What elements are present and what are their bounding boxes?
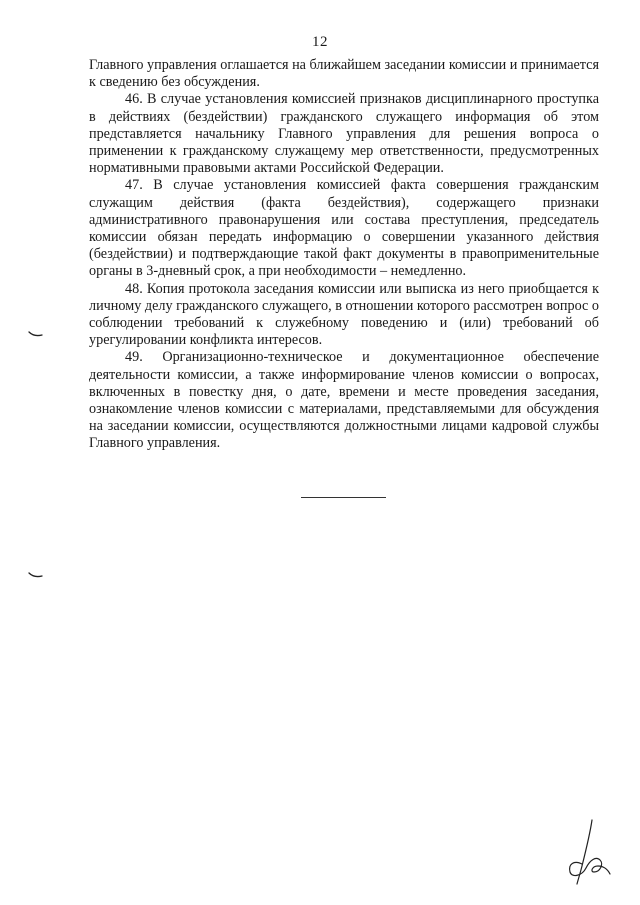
handwritten-signature-icon xyxy=(562,816,614,888)
paragraph-item-49: 49. Организационно-техническое и документационное обеспечение деятельности комиссии, а также информирование членов комиссии о вопросах, включенных в повестку дня, о дате, времени и месте проведения заседания, ознакомление членов комиссии с материалами, представляемыми для обсуждения на заседании комиссии, осуществляются должностными лицами кадровой службы Главного управления. xyxy=(89,349,599,452)
paragraph-item-48: 48. Копия протокола заседания комиссии или выписка из него приобщается к личному делу гражданского служащего, в отношении которого рассмотрен вопрос о соблюдении требований к служебному поведению и (или) требований об урегулировании конфликта интересов. xyxy=(89,280,599,349)
page-number: 12 xyxy=(312,34,328,50)
document-body xyxy=(89,57,599,453)
paragraph-item-47: 47. В случае установления комиссией факта совершения гражданским служащим действия (факта бездействия), содержащего признаки административного правонарушения или состава преступления, председатель комиссии обязан передать информацию о совершении указанного действия (бездействии) и подтверждающие такой факт документы в правоприменительные органы в 3-дневный срок, а при необходимости – немедленно. xyxy=(89,177,599,280)
paragraph-continuation: Главного управления оглашается на ближайшем заседании комиссии и принимается к сведению без обсуждения. xyxy=(89,57,599,91)
end-of-document-rule xyxy=(301,497,386,498)
scan-hole-mark-icon xyxy=(28,329,44,339)
scan-hole-mark-icon xyxy=(28,570,44,580)
paragraph-item-46: 46. В случае установления комиссией признаков дисциплинарного проступка в действиях (бездействии) гражданского служащего информация об этом представляется начальнику Главного управления для решения вопроса о применении к гражданскому служащему мер ответственности, предусмотренных нормативными правовыми актами Российской Федерации. xyxy=(89,91,599,177)
